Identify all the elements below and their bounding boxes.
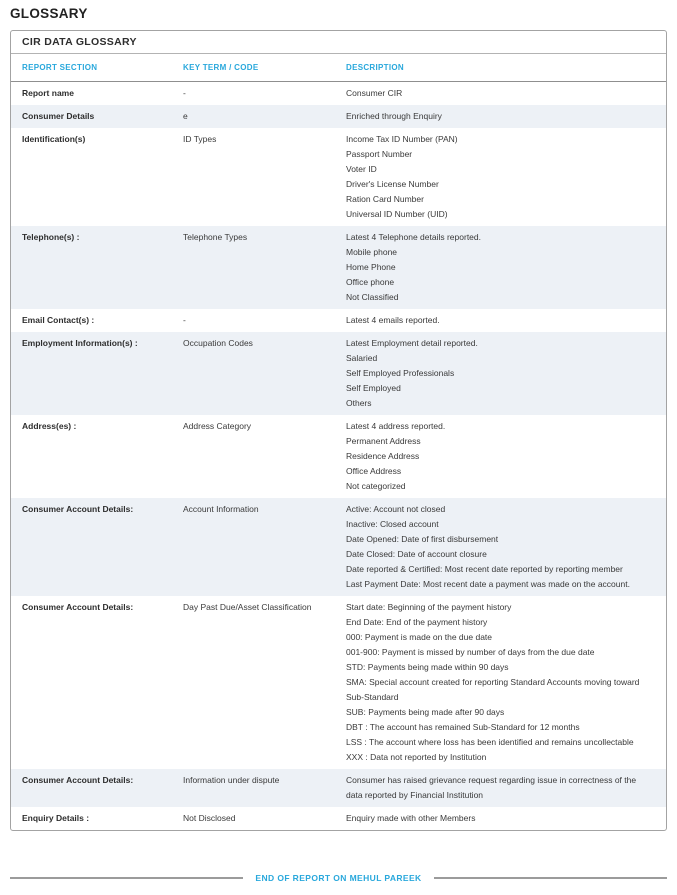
description-cell (335, 132, 666, 222)
description-line: Voter ID (346, 164, 377, 174)
description-cell (335, 773, 666, 803)
description-line: Self Employed Professionals (346, 368, 455, 378)
description-line: Date Opened: Date of first disbursement (346, 534, 499, 544)
description-line: Active: Account not closed (346, 504, 446, 514)
report-section-cell: Enquiry Details : (22, 813, 90, 823)
report-section-cell: Consumer Account Details: (22, 602, 134, 612)
description-line: SUB: Payments being made after 90 days (346, 707, 505, 717)
description-line: Salaried (346, 353, 378, 363)
description-line: Latest 4 emails reported. (346, 315, 440, 325)
description-line: Date Closed: Date of account closure (346, 549, 487, 559)
description-line: Consumer has raised grievance request regarding issue in correctness of the data reported by Financial Institution (346, 775, 637, 800)
description-cell (335, 419, 666, 494)
description-cell (335, 230, 666, 305)
report-section-cell: Email Contact(s) : (22, 315, 95, 325)
description-line: STD: Payments being made within 90 days (346, 662, 509, 672)
glossary-table (10, 30, 667, 831)
table-row (11, 226, 666, 309)
description-line: Not categorized (346, 481, 406, 491)
description-line: Residence Address (346, 451, 420, 461)
key-term-cell: Day Past Due/Asset Classification (183, 602, 312, 612)
description-line: Mobile phone (346, 247, 398, 257)
table-row (11, 128, 666, 226)
table-row (11, 596, 666, 769)
description-line: 000: Payment is made on the due date (346, 632, 493, 642)
description-cell (335, 109, 666, 124)
description-line: Enriched through Enquiry (346, 111, 442, 121)
description-line: Universal ID Number (UID) (346, 209, 448, 219)
description-line: Latest Employment detail reported. (346, 338, 478, 348)
report-section-cell: Consumer Account Details: (22, 775, 134, 785)
table-row (11, 105, 666, 128)
description-line: Consumer CIR (346, 88, 403, 98)
description-cell (335, 600, 666, 765)
key-term-cell: e (183, 111, 188, 121)
column-header-description: DESCRIPTION (346, 63, 404, 72)
description-line: Last Payment Date: Most recent date a payment was made on the account. (346, 579, 630, 589)
end-of-report-footer (10, 873, 667, 883)
description-line: XXX : Data not reported by Institution (346, 752, 487, 762)
description-line: Not Classified (346, 292, 399, 302)
column-header-report-section: REPORT SECTION (22, 63, 98, 72)
report-section-cell: Consumer Account Details: (22, 504, 134, 514)
description-line: LSS : The account where loss has been identified and remains uncollectable (346, 737, 634, 747)
description-line: Self Employed (346, 383, 401, 393)
end-of-report-text: END OF REPORT ON MEHUL PAREEK (255, 873, 422, 883)
table-title: CIR DATA GLOSSARY (11, 31, 666, 54)
table-row (11, 807, 666, 830)
report-section-cell: Consumer Details (22, 111, 95, 121)
table-row (11, 332, 666, 415)
description-line: 001-900: Payment is missed by number of days from the due date (346, 647, 595, 657)
table-row (11, 415, 666, 498)
description-cell (335, 811, 666, 826)
page-title: GLOSSARY (10, 6, 88, 21)
table-body (11, 82, 666, 830)
description-line: Latest 4 address reported. (346, 421, 446, 431)
description-cell (335, 336, 666, 411)
key-term-cell: - (183, 88, 186, 98)
description-line: DBT : The account has remained Sub-Standard for 12 months (346, 722, 580, 732)
footer-rule-right (434, 877, 667, 879)
description-line: Inactive: Closed account (346, 519, 439, 529)
table-row (11, 82, 666, 105)
description-line: Income Tax ID Number (PAN) (346, 134, 458, 144)
description-line: Date reported & Certified: Most recent date reported by reporting member (346, 564, 623, 574)
report-section-cell: Report name (22, 88, 74, 98)
description-line: Others (346, 398, 372, 408)
key-term-cell: - (183, 315, 186, 325)
table-row (11, 309, 666, 332)
description-cell (335, 313, 666, 328)
description-line: Latest 4 Telephone details reported. (346, 232, 481, 242)
description-line: Enquiry made with other Members (346, 813, 476, 823)
description-line: Office phone (346, 277, 395, 287)
description-line: Passport Number (346, 149, 413, 159)
description-cell (335, 502, 666, 592)
key-term-cell: Telephone Types (183, 232, 248, 242)
column-header-row (11, 54, 666, 82)
description-cell (335, 86, 666, 101)
description-line: Office Address (346, 466, 402, 476)
report-section-cell: Address(es) : (22, 421, 77, 431)
description-line: Driver's License Number (346, 179, 439, 189)
footer-rule-left (10, 877, 243, 879)
report-section-cell: Identification(s) (22, 134, 86, 144)
description-line: Ration Card Number (346, 194, 424, 204)
key-term-cell: Address Category (183, 421, 252, 431)
description-line: End Date: End of the payment history (346, 617, 488, 627)
description-line: Start date: Beginning of the payment history (346, 602, 512, 612)
table-row (11, 498, 666, 596)
description-line: Permanent Address (346, 436, 421, 446)
table-row (11, 769, 666, 807)
key-term-cell: Account Information (183, 504, 259, 514)
key-term-cell: ID Types (183, 134, 217, 144)
key-term-cell: Not Disclosed (183, 813, 236, 823)
key-term-cell: Occupation Codes (183, 338, 253, 348)
report-section-cell: Employment Information(s) : (22, 338, 138, 348)
report-section-cell: Telephone(s) : (22, 232, 80, 242)
description-line: SMA: Special account created for reporting Standard Accounts moving toward Sub-Standard (346, 677, 640, 702)
key-term-cell: Information under dispute (183, 775, 280, 785)
column-header-key-term: KEY TERM / CODE (183, 63, 259, 72)
description-line: Home Phone (346, 262, 396, 272)
